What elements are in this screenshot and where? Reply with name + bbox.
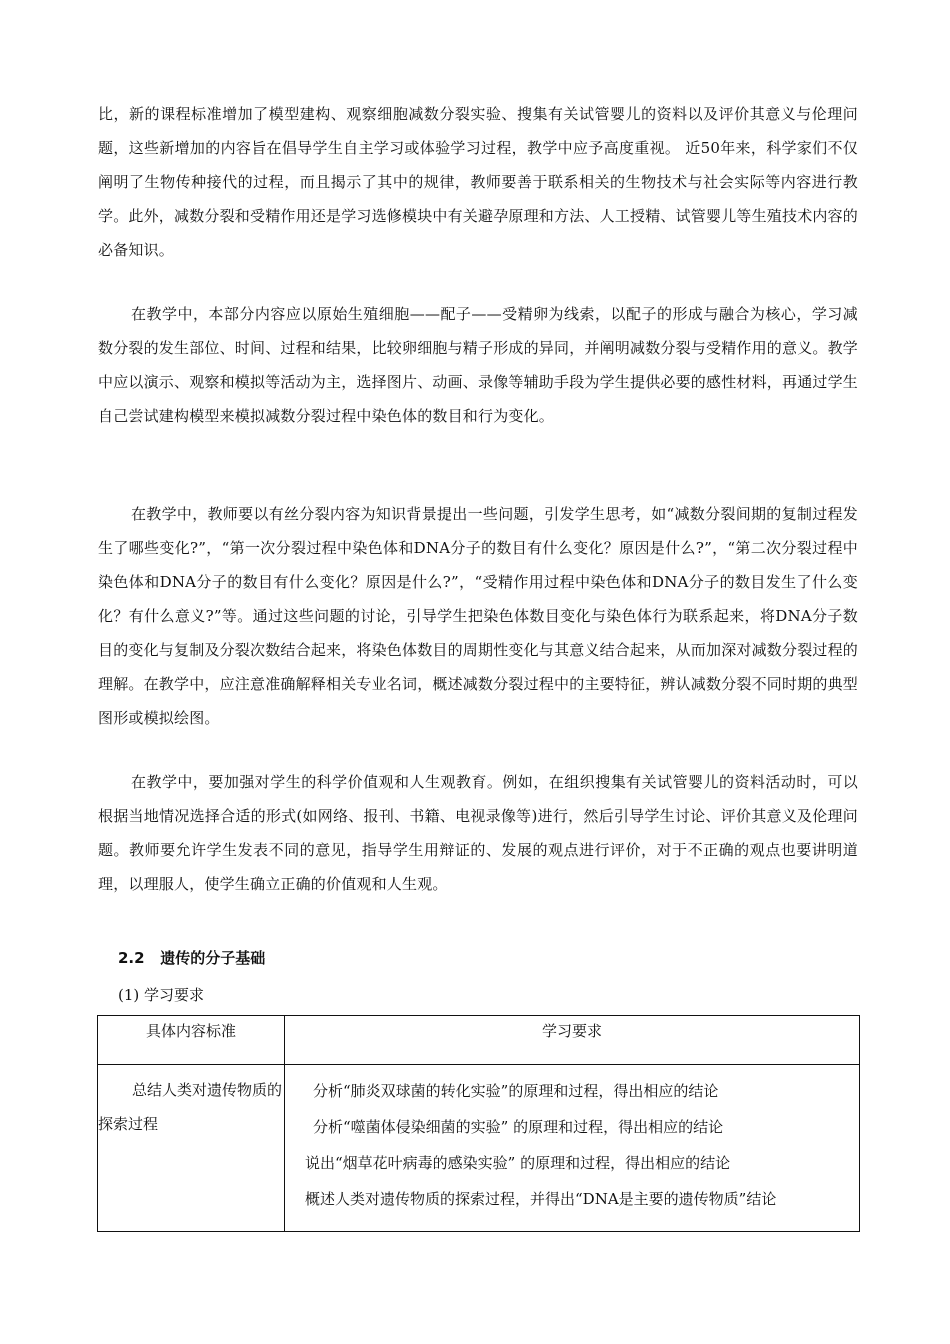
paragraph-teaching-questions: 在教学中，教师要以有丝分裂内容为知识背景提出一些问题，引发学生思考，如“减数分裂间期的复制过程发生了哪些变化?”，“第一次分裂过程中染色体和DNA分子的数目有什么变化？原因是什么?”，“第二次分裂过程中染色体和DNA分子的数目有什么变化？原因是什么?”，“受精作用过程中染色体和DNA分子的数目发生了什么变化？有什么意义?”等。通过这些问题的讨论，引导学生把染色体数目变化与染色体行为联系起来，将DNA分子数目的变化与复制及分裂次数结合起来，将染色体数目的周期性变化与其意义结合起来，从而加深对减数分裂过程的理解。在教学中，应注意准确解释相关专业名词，概述减数分裂过程中的主要特征，辨认减数分裂不同时期的典型图形或模拟绘图。 [98,505,859,727]
requirement-item: 概述人类对遗传物质的探索过程，并得出“DNA是主要的遗传物质”结论 [305,1190,777,1208]
section-title: 遗传的分子基础 [160,949,266,967]
requirement-item: 说出“烟草花叶病毒的感染实验” 的原理和过程，得出相应的结论 [305,1154,731,1172]
table-header-row [98,1016,860,1065]
section-number: 2.2 [118,949,145,967]
requirement-item: 分析“噬菌体侵染细菌的实验” 的原理和过程，得出相应的结论 [313,1118,724,1136]
requirement-item: 分析“肺炎双球菌的转化实验”的原理和过程，得出相应的结论 [313,1082,719,1100]
table-header-standard: 具体内容标准 [98,1016,285,1065]
paragraph-values-education: 在教学中，要加强对学生的科学价值观和人生观教育。例如，在组织搜集有关试管婴儿的资料活动时，可以根据当地情况选择合适的形式(如网络、报刊、书籍、电视录像等)进行，然后引导学生讨论、评价其意义及伦理问题。教师要允许学生发表不同的意见，指导学生用辩证的、发展的观点进行评价，对于不正确的观点也要讲明道理，以理服人，使学生确立正确的价值观和人生观。 [98,773,858,893]
subsection-heading: (1) 学习要求 [118,986,205,1004]
section-heading [118,947,265,968]
table-header-requirements: 学习要求 [285,1016,860,1065]
table-row [98,1065,860,1232]
table-cell-requirements [285,1065,860,1232]
paragraph-teaching-clue: 在教学中，本部分内容应以原始生殖细胞——配子——受精卵为线索，以配子的形成与融合为核心，学习减数分裂的发生部位、时间、过程和结果，比较卵细胞与精子形成的异同，并阐明减数分裂与受精作用的意义。教学中应以演示、观察和模拟等活动为主，选择图片、动画、录像等辅助手段为学生提供必要的感性材料，再通过学生自己尝试建构模型来模拟减数分裂过程中染色体的数目和行为变化。 [98,305,859,425]
table-cell-standard: 总结人类对遗传物质的探索过程 [98,1065,285,1232]
learning-requirements-table [97,1015,860,1232]
paragraph-course-standards: 比，新的课程标准增加了模型建构、观察细胞减数分裂实验、搜集有关试管婴儿的资料以及评价其意义与伦理问题，这些新增加的内容旨在倡导学生自主学习或体验学习过程，教学中应予高度重视。 近50年来，科学家们不仅阐明了生物传种接代的过程，而且揭示了其中的规律，教师要善于联系相关的生物技术与社会实际等内容进行教学。此外，减数分裂和受精作用还是学习选修模块中有关避孕原理和方法、人工授精、试管婴儿等生殖技术内容的必备知识。 [98,105,859,259]
